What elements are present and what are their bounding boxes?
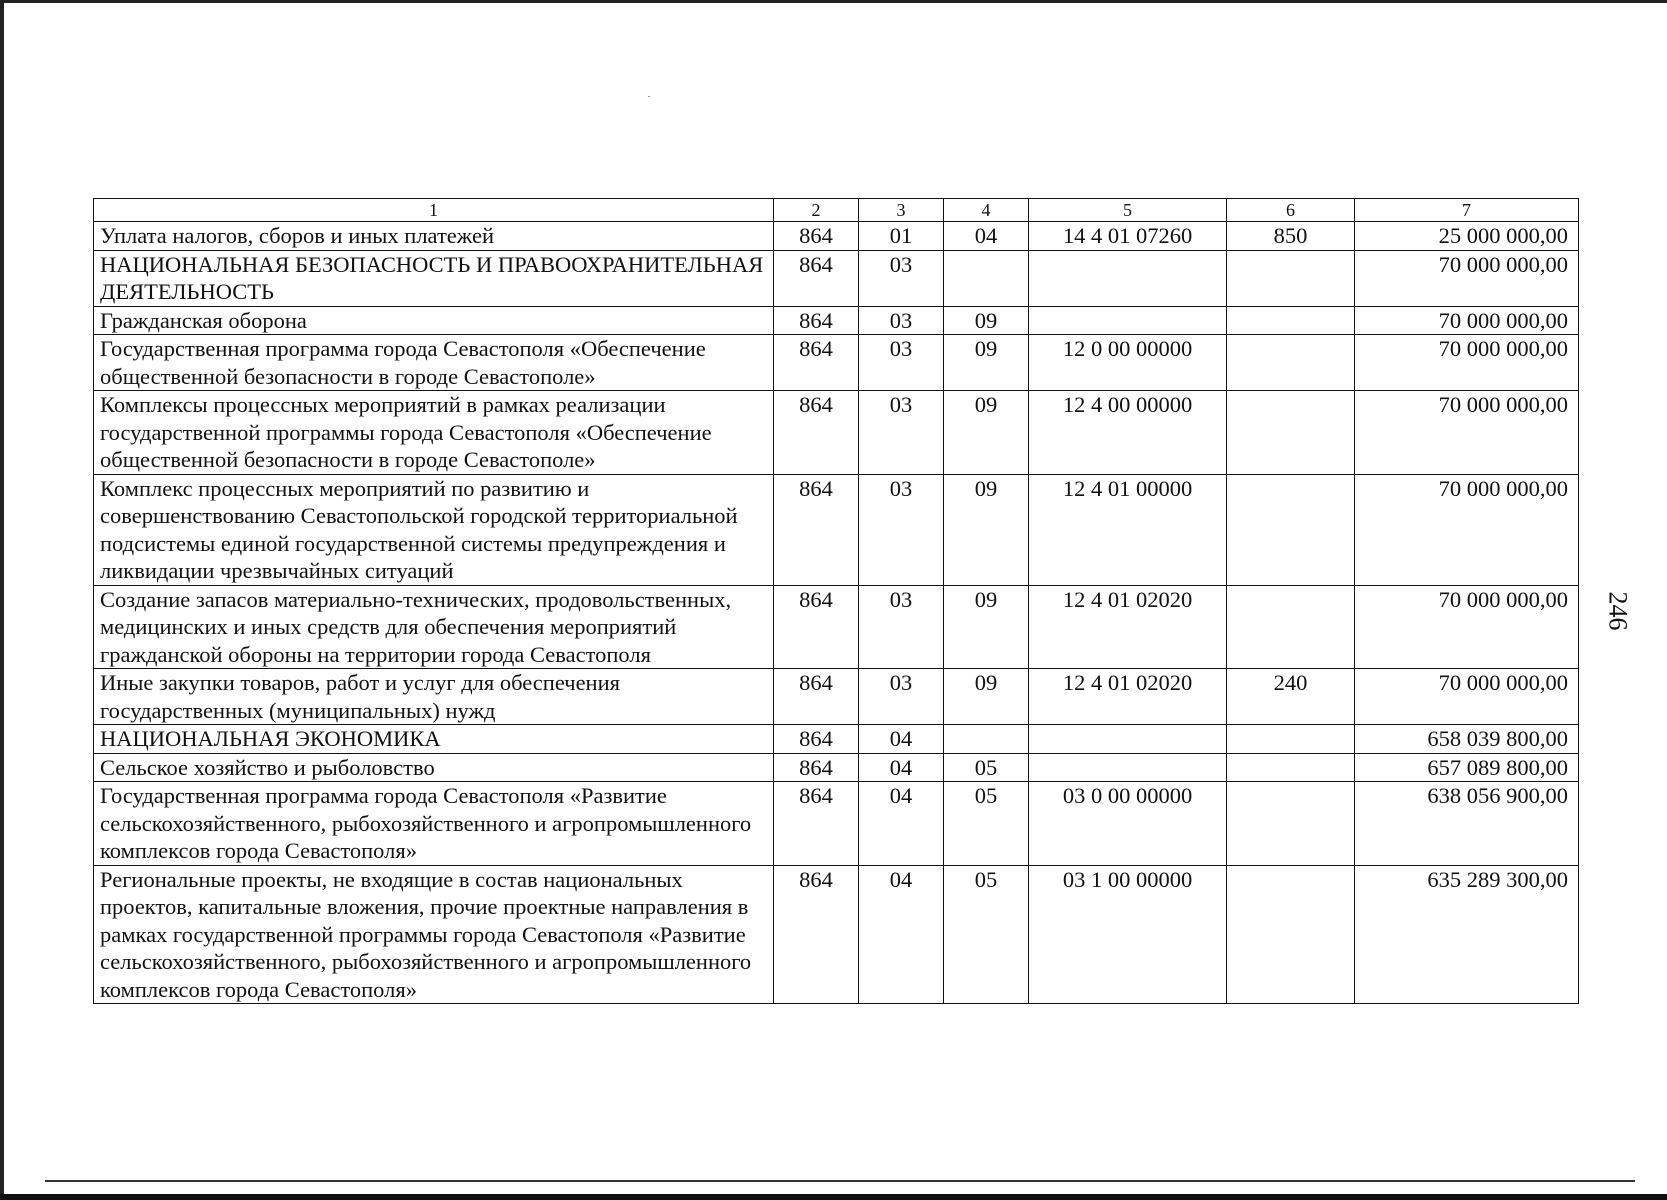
target-article-cell: 14 4 01 07260 [1029,222,1227,251]
table-row [94,335,1579,391]
row-name-cell: Сельское хозяйство и рыболовство [94,753,774,782]
column-number: 5 [1029,199,1227,222]
expense-type-cell [1227,865,1355,1004]
section-code-cell: 01 [859,222,944,251]
expense-type-cell [1227,474,1355,585]
row-name-cell: НАЦИОНАЛЬНАЯ ЭКОНОМИКА [94,725,774,754]
amount-cell: 70 000 000,00 [1355,250,1579,306]
amount-cell: 70 000 000,00 [1355,391,1579,475]
row-name-cell: НАЦИОНАЛЬНАЯ БЕЗОПАСНОСТЬ И ПРАВООХРАНИТЕЛЬНАЯ ДЕЯТЕЛЬНОСТЬ [94,250,774,306]
row-name-cell: Региональные проекты, не входящие в состав национальных проектов, капитальные вложения, прочие проектные направления в рамках государственной программы города Севастополя «Развитие сельскохозяйственного, рыбохозяйственного и агропромышленного комплексов города Севастополя» [94,865,774,1004]
page-number: 246 [1603,591,1633,631]
scan-top-edge [0,0,1667,3]
target-article-cell [1029,725,1227,754]
subsection-code-cell: 05 [944,865,1029,1004]
column-number: 7 [1355,199,1579,222]
target-article-cell [1029,306,1227,335]
ministry-code-cell: 864 [774,335,859,391]
ministry-code-cell: 864 [774,753,859,782]
ministry-code-cell: 864 [774,250,859,306]
column-number-row [94,199,1579,222]
target-article-cell: 03 0 00 00000 [1029,782,1227,866]
table-row [94,725,1579,754]
ministry-code-cell: 864 [774,725,859,754]
section-code-cell: 03 [859,669,944,725]
scan-left-edge [0,0,4,1200]
amount-cell: 25 000 000,00 [1355,222,1579,251]
expense-type-cell [1227,782,1355,866]
expense-type-cell [1227,725,1355,754]
expense-type-cell: 240 [1227,669,1355,725]
ministry-code-cell: 864 [774,474,859,585]
subsection-code-cell: 05 [944,753,1029,782]
subsection-code-cell: 04 [944,222,1029,251]
table-row [94,782,1579,866]
expense-type-cell [1227,250,1355,306]
subsection-code-cell: 09 [944,306,1029,335]
bottom-rule [45,1180,1635,1182]
column-number: 6 [1227,199,1355,222]
amount-cell: 70 000 000,00 [1355,669,1579,725]
table-row [94,474,1579,585]
expense-type-cell [1227,585,1355,669]
table-row [94,222,1579,251]
expense-type-cell [1227,306,1355,335]
subsection-code-cell: 09 [944,474,1029,585]
row-name-cell: Государственная программа города Севастополя «Обеспечение общественной безопасности в городе Севастополе» [94,335,774,391]
amount-cell: 635 289 300,00 [1355,865,1579,1004]
column-number: 4 [944,199,1029,222]
section-code-cell: 03 [859,335,944,391]
subsection-code-cell: 09 [944,669,1029,725]
expense-type-cell [1227,753,1355,782]
expense-type-cell: 850 [1227,222,1355,251]
subsection-code-cell: 05 [944,782,1029,866]
row-name-cell: Комплексы процессных мероприятий в рамках реализации государственной программы города Севастополя «Обеспечение общественной безопасности в городе Севастополе» [94,391,774,475]
table-row [94,669,1579,725]
section-code-cell: 03 [859,474,944,585]
target-article-cell: 12 4 01 02020 [1029,669,1227,725]
target-article-cell: 12 4 01 00000 [1029,474,1227,585]
ministry-code-cell: 864 [774,669,859,725]
column-number: 3 [859,199,944,222]
section-code-cell: 03 [859,585,944,669]
amount-cell: 638 056 900,00 [1355,782,1579,866]
expense-type-cell [1227,335,1355,391]
subsection-code-cell: 09 [944,585,1029,669]
target-article-cell [1029,753,1227,782]
amount-cell: 70 000 000,00 [1355,335,1579,391]
budget-table [93,198,1579,1004]
target-article-cell: 12 0 00 00000 [1029,335,1227,391]
row-name-cell: Государственная программа города Севастополя «Развитие сельскохозяйственного, рыбохозяйственного и агропромышленного комплексов города Севастополя» [94,782,774,866]
section-code-cell: 03 [859,306,944,335]
column-number: 2 [774,199,859,222]
section-code-cell: 03 [859,250,944,306]
amount-cell: 70 000 000,00 [1355,474,1579,585]
row-name-cell: Комплекс процессных мероприятий по развитию и совершенствованию Севастопольской городской территориальной подсистемы единой государственной системы предупреждения и ликвидации чрезвычайных ситуаций [94,474,774,585]
amount-cell: 70 000 000,00 [1355,585,1579,669]
subsection-code-cell: 09 [944,391,1029,475]
table-row [94,306,1579,335]
scan-bottom-edge [0,1194,1667,1200]
section-code-cell: 04 [859,865,944,1004]
target-article-cell: 03 1 00 00000 [1029,865,1227,1004]
ministry-code-cell: 864 [774,306,859,335]
target-article-cell: 12 4 00 00000 [1029,391,1227,475]
target-article-cell: 12 4 01 02020 [1029,585,1227,669]
table-row [94,391,1579,475]
amount-cell: 70 000 000,00 [1355,306,1579,335]
section-code-cell: 04 [859,782,944,866]
section-code-cell: 03 [859,391,944,475]
row-name-cell: Гражданская оборона [94,306,774,335]
column-number: 1 [94,199,774,222]
subsection-code-cell [944,725,1029,754]
scan-speck [648,96,650,97]
amount-cell: 657 089 800,00 [1355,753,1579,782]
row-name-cell: Иные закупки товаров, работ и услуг для обеспечения государственных (муниципальных) нужд [94,669,774,725]
amount-cell: 658 039 800,00 [1355,725,1579,754]
section-code-cell: 04 [859,725,944,754]
table-row [94,753,1579,782]
section-code-cell: 04 [859,753,944,782]
target-article-cell [1029,250,1227,306]
subsection-code-cell: 09 [944,335,1029,391]
ministry-code-cell: 864 [774,222,859,251]
row-name-cell: Создание запасов материально-технических, продовольственных, медицинских и иных средств для обеспечения мероприятий гражданской обороны на территории города Севастополя [94,585,774,669]
row-name-cell: Уплата налогов, сборов и иных платежей [94,222,774,251]
table-row [94,585,1579,669]
subsection-code-cell [944,250,1029,306]
ministry-code-cell: 864 [774,782,859,866]
ministry-code-cell: 864 [774,865,859,1004]
table-row [94,865,1579,1004]
table-row [94,250,1579,306]
expense-type-cell [1227,391,1355,475]
ministry-code-cell: 864 [774,391,859,475]
ministry-code-cell: 864 [774,585,859,669]
